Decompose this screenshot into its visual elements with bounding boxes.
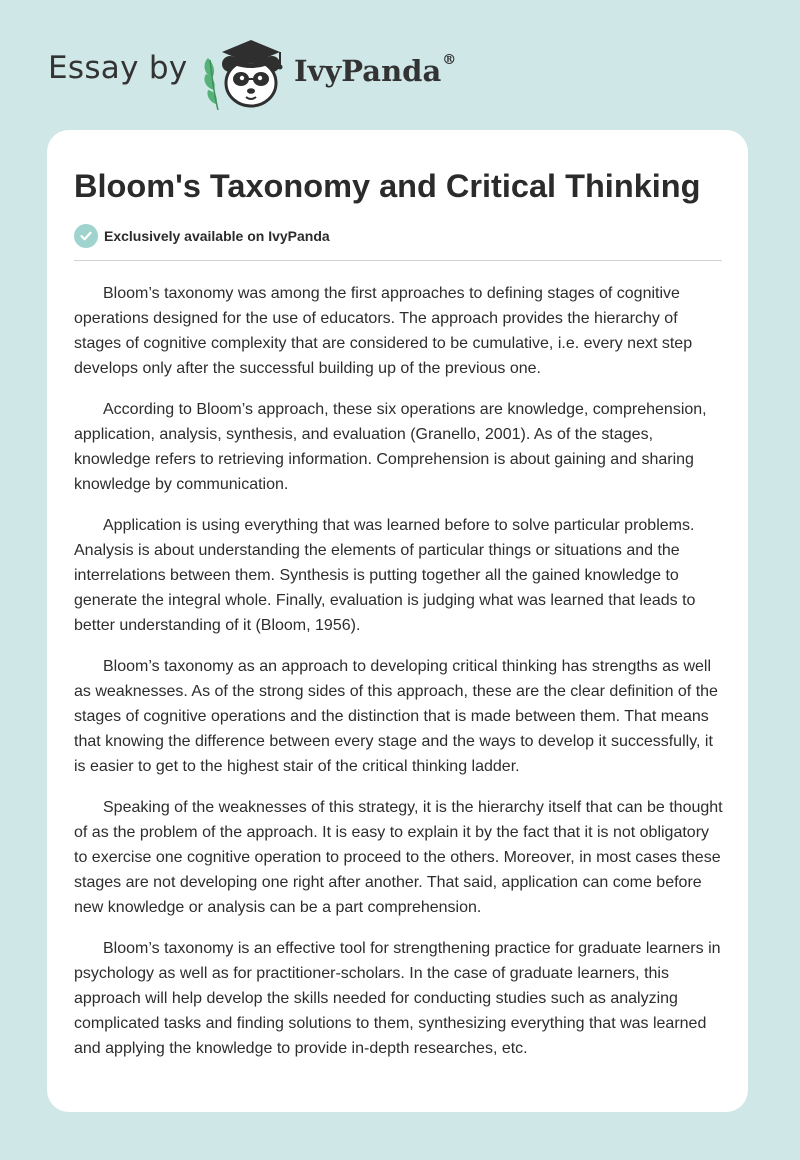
essay-body: [74, 281, 724, 1061]
paragraph: Bloom’s taxonomy as an approach to developing critical thinking has strengths as well as weaknesses. As of the strong sides of this approach, these are the clear definition of the stages of cognitive operations and the distinction that is made between them. That means that knowing the difference between every stage and the ways to develop it successfully, it is easier to get to the highest stair of the critical thinking ladder.: [74, 658, 718, 775]
brand-text[interactable]: IvyPanda: [294, 54, 442, 88]
registered-mark: ®: [442, 52, 457, 69]
exclusive-label: Exclusively available on IvyPanda: [104, 228, 330, 244]
site-header: [48, 34, 568, 114]
page-title: Bloom's Taxonomy and Critical Thinking: [74, 168, 701, 204]
divider: [74, 260, 722, 261]
exclusive-badge: [74, 223, 722, 249]
paragraph: Bloom’s taxonomy is an effective tool for strengthening practice for graduate learners in psychology as well as for practitioner-scholars. In the case of graduate learners, this approach will help develop the skills needed for conducting studies such as analyzing complicated tasks and finding solutions to them, synthesizing everything that was learned and applying the knowledge to provide in-depth researches, etc.: [74, 940, 721, 1057]
panda-logo-icon[interactable]: [200, 34, 292, 112]
paragraph: Speaking of the weaknesses of this strategy, it is the hierarchy itself that can be thought of as the problem of the approach. It is easy to explain it by the fact that it is not obligatory to exercise one cognitive operation to proceed to the others. Moreover, in most cases these stages are not developing one right after another. That said, application can come before new knowledge or analysis can be a part comprehension.: [74, 799, 723, 916]
paragraph: According to Bloom’s approach, these six operations are knowledge, comprehension, application, analysis, synthesis, and evaluation (Granello, 2001). As of the stages, knowledge refers to retrieving information. Comprehension is about gaining and sharing knowledge by communication.: [74, 401, 707, 493]
paragraph: Bloom’s taxonomy was among the first approaches to defining stages of cognitive operations designed for the use of educators. The approach provides the hierarchy of stages of cognitive complexity that are considered to be cumulative, i.e. every next step develops only after the successful building up of the previous one.: [74, 285, 693, 377]
paragraph: Application is using everything that was learned before to solve particular problems. Analysis is about understanding the elements of particular things or situations and the interrelations between them. Synthesis is putting together all the gained knowledge to generate the integral whole. Finally, evaluation is judging what was learned that leads to better understanding of it (Bloom, 1956).: [74, 517, 696, 634]
check-circle-icon: [74, 224, 98, 248]
leaf-icon: [204, 58, 218, 110]
essay-by-label: Essay by: [48, 50, 188, 86]
brand-name[interactable]: [294, 54, 456, 88]
essay-card: [47, 130, 748, 1112]
